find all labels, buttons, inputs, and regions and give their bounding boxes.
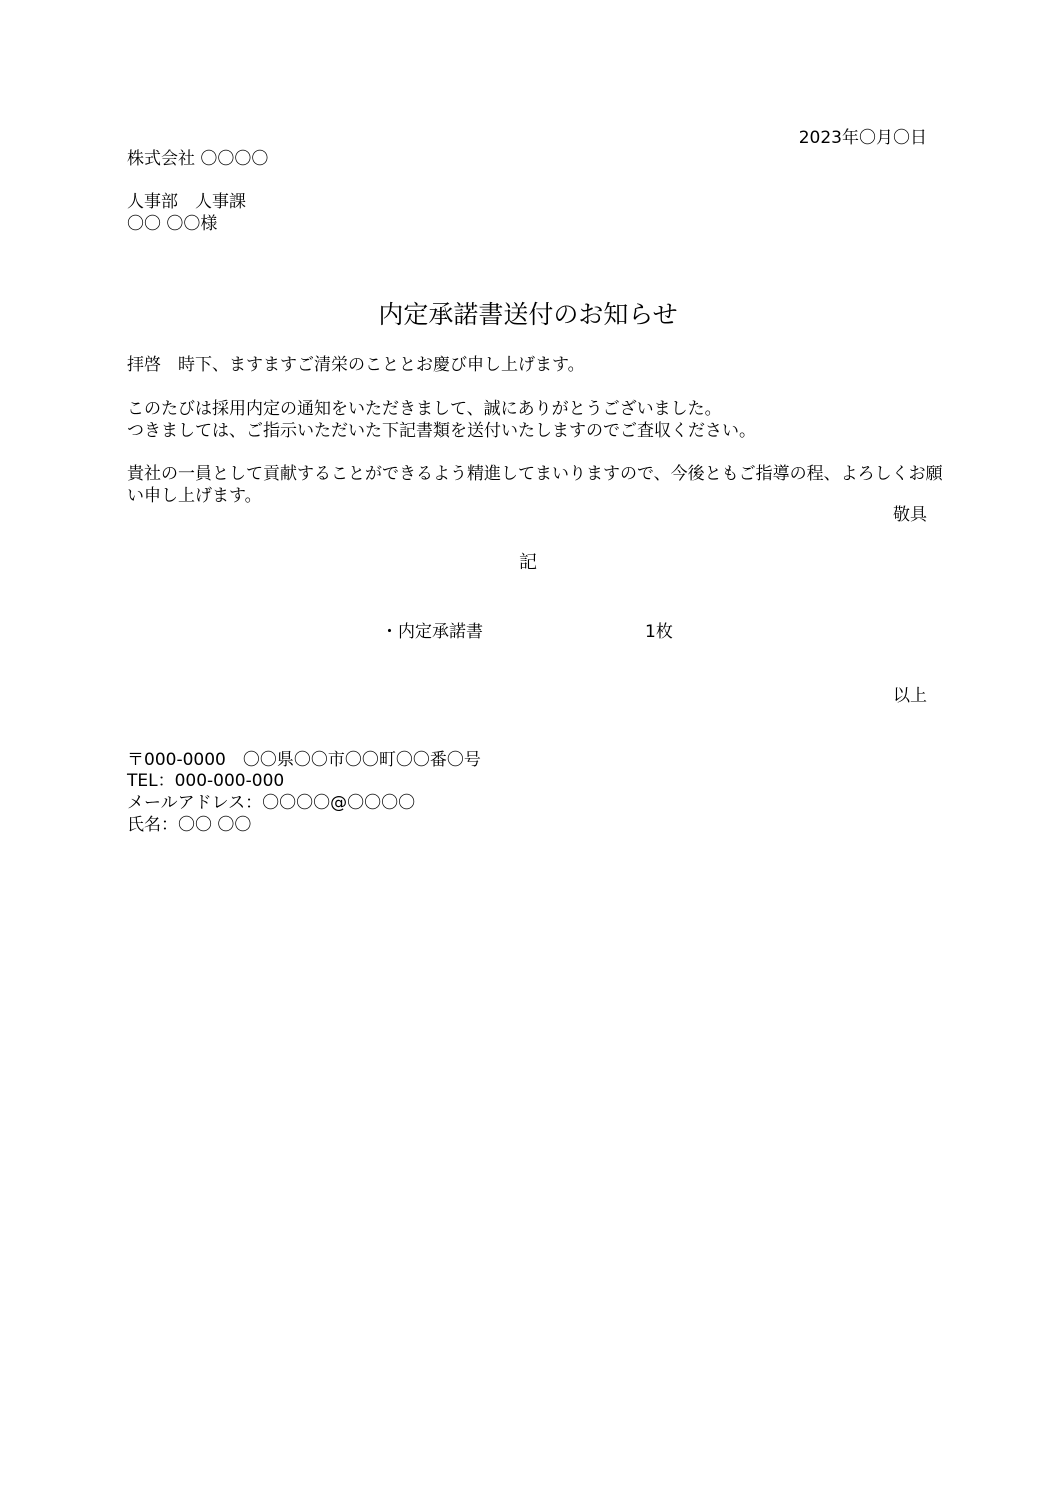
closing-keigu: 敬具 xyxy=(893,505,927,525)
body-paragraph-1-line-1: このたびは採用内定の通知をいただきまして、誠にありがとうございました。 xyxy=(127,399,722,419)
letter-date: 2023年〇月〇日 xyxy=(798,128,927,148)
enclosure-item-name: ・内定承諾書 xyxy=(381,622,483,642)
end-mark: 以上 xyxy=(893,686,927,706)
enclosure-item-count: 1枚 xyxy=(645,622,673,642)
greeting: 拝啓 時下、ますますご清栄のこととお慶び申し上げます。 xyxy=(127,355,585,375)
recipient-company: 株式会社 〇〇〇〇 xyxy=(127,149,269,169)
body-paragraph-2: 貴社の一員として貢献することができるよう精進してまいりますので、今後ともご指導の程、よろしくお願い申し上げます。 xyxy=(127,464,943,506)
sender-email: メールアドレス：〇〇〇〇@〇〇〇〇 xyxy=(127,793,416,813)
recipient-department: 人事部 人事課 xyxy=(127,192,246,212)
document-title: 内定承諾書送付のお知らせ xyxy=(378,300,678,329)
body-paragraph-1-line-2: つきましては、ご指示いただいた下記書類を送付いたしますのでご査収ください。 xyxy=(127,421,756,441)
sender-name: 氏名：〇〇 〇〇 xyxy=(127,815,252,835)
sender-tel: TEL：000-000-000 xyxy=(127,771,285,791)
enclosure-heading: 記 xyxy=(519,552,537,573)
recipient-name: 〇〇 〇〇様 xyxy=(127,214,218,234)
sender-address: 〒000-0000 〇〇県〇〇市〇〇町〇〇番〇号 xyxy=(127,750,481,770)
